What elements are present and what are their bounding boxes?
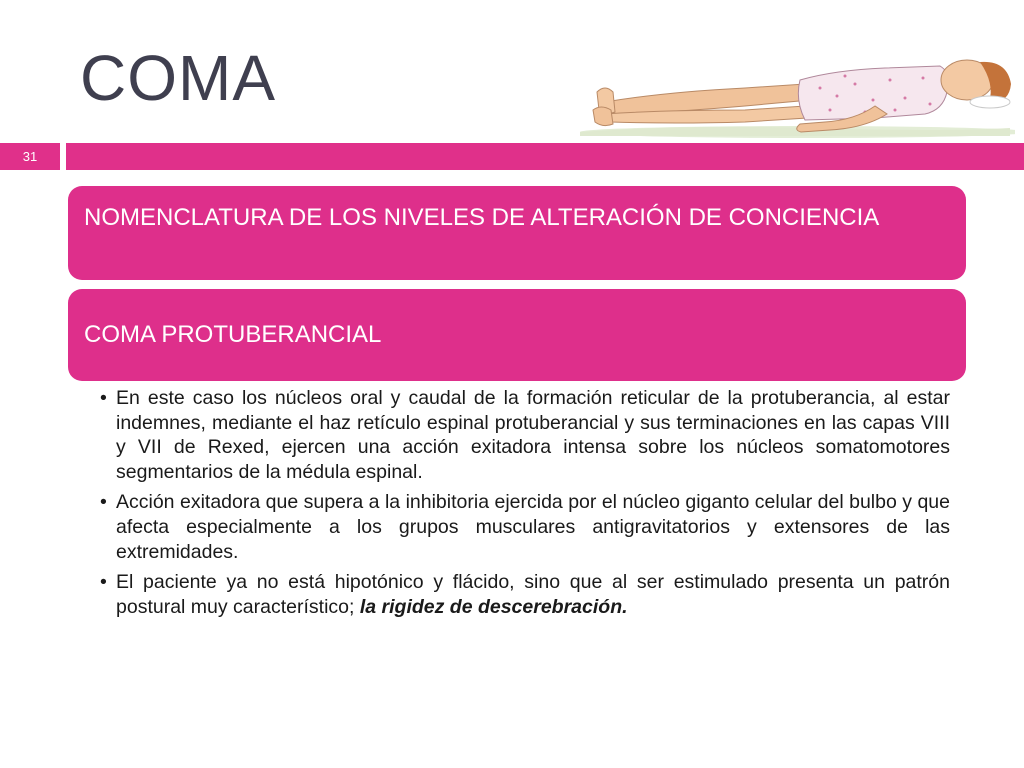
bullet-text: En este caso los núcleos oral y caudal de la formación reticular de la protuberancia, al estar indemnes, mediante el haz retículo espinal protuberancial y sus terminaciones en las capas VIII y VII de Rexed, ejercen una acción exitadora intensa sobre los núcleos somatomotores segmentarios de la médula espinal. <box>116 387 950 483</box>
bullet-text: El paciente ya no está hipotónico y flácido, sino que al ser estimulado presenta un patrón postural muy característico; <box>116 571 950 618</box>
patient-lying-illustration <box>575 40 1015 140</box>
accent-bar <box>66 143 1024 170</box>
bullet-item <box>96 386 950 484</box>
bullet-icon: • <box>100 491 107 514</box>
bullet-icon: • <box>100 387 107 409</box>
bullet-item <box>96 490 950 564</box>
heading-box: NOMENCLATURA DE LOS NIVELES DE ALTERACIÓN DE CONCIENCIA <box>68 186 966 280</box>
bullet-list <box>96 386 950 625</box>
slide-number: 31 <box>0 143 60 170</box>
emphasized-text: la rigidez de descerebración. <box>359 595 628 618</box>
bullet-text: Acción exitadora que supera a la inhibitoria ejercida por el núcleo giganto celular del bulbo y que afecta especialmente a los grupos musculares antigravitatorios y extensores de las extremidades. <box>116 491 950 563</box>
slide-title: COMA <box>80 42 276 114</box>
bullet-icon: • <box>100 571 107 594</box>
subheading-box: COMA PROTUBERANCIAL <box>68 289 966 381</box>
bullet-item <box>96 570 950 619</box>
